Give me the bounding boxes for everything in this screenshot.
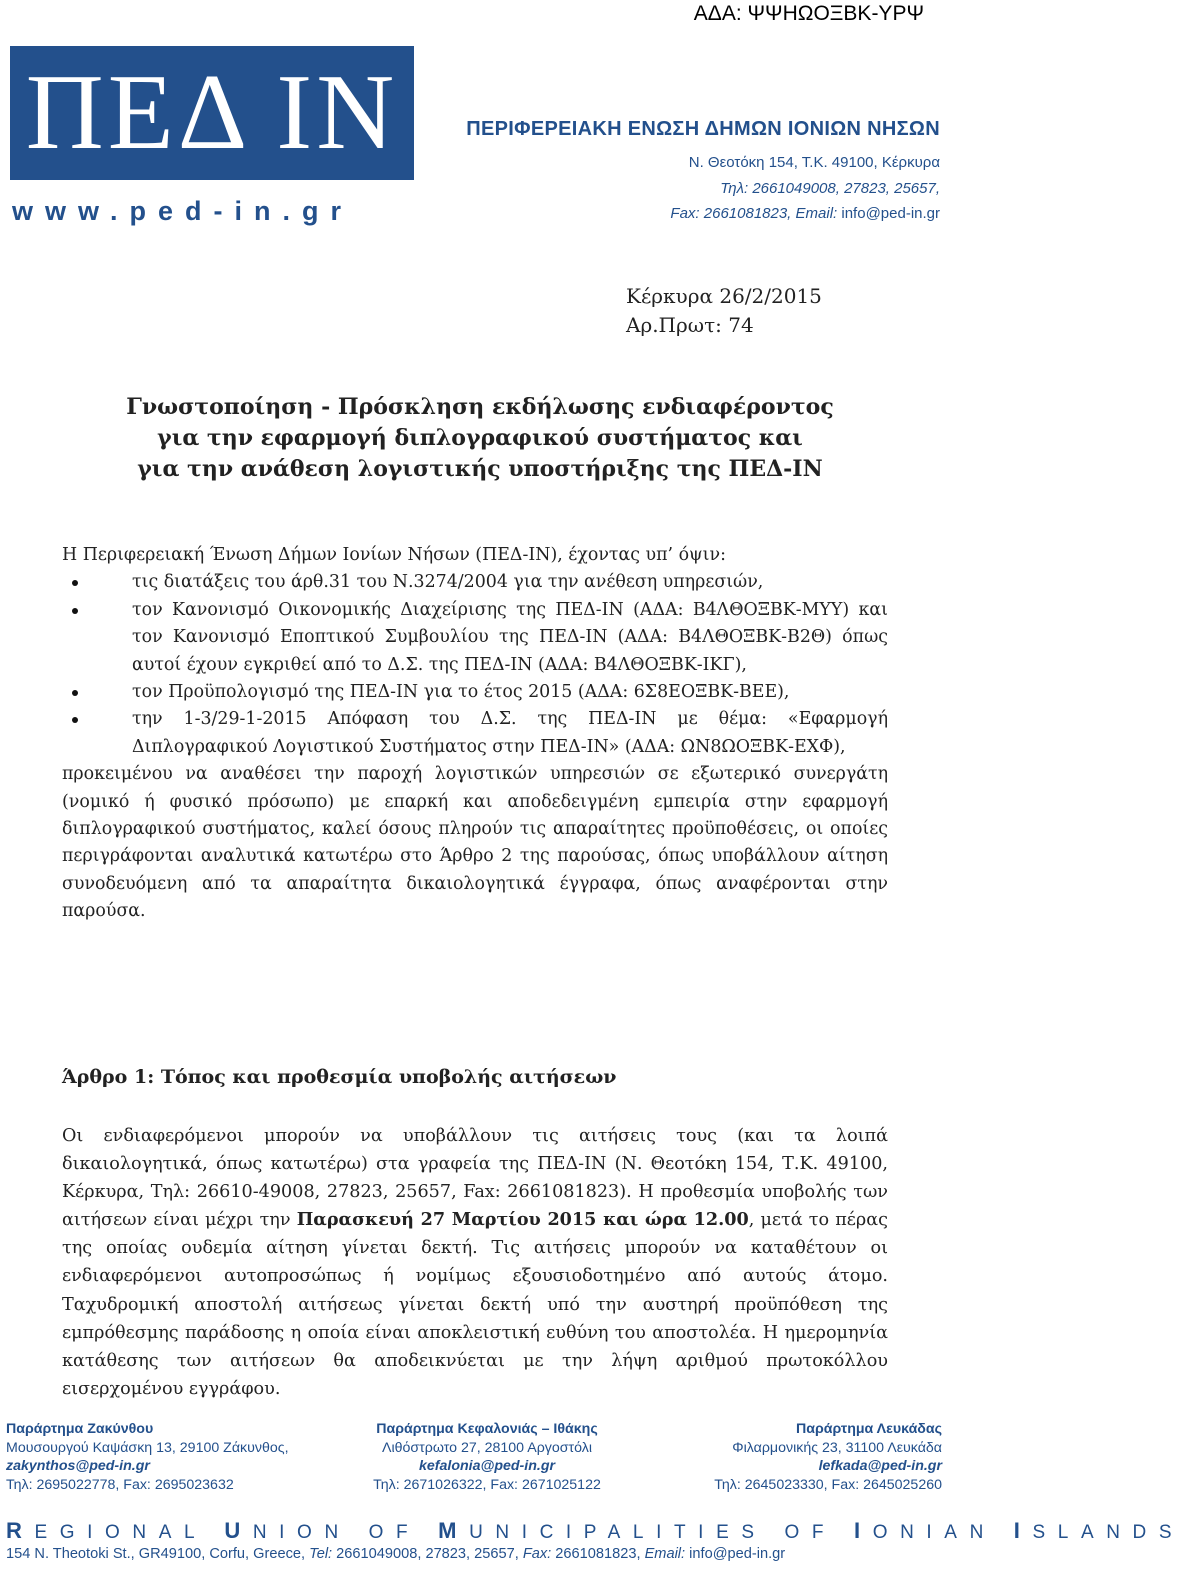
branch-address: Λιθόστρωτο 27, 28100 Αργοστόλι: [382, 1439, 592, 1456]
branch-lefkada: [714, 1420, 942, 1494]
branch-phones: Τηλ: 2671026322, Fax: 2671025122: [373, 1476, 601, 1493]
branch-address: Φιλαρμονικής 23, 31100 Λευκάδα: [732, 1439, 942, 1456]
document-title: [0, 392, 960, 485]
branch-address: Μουσουργού Καψάσκη 13, 29100 Ζάκυνθος,: [6, 1439, 289, 1456]
document-date: Κέρκυρα 26/2/2015: [626, 284, 822, 308]
branch-phones: Τηλ: 2645023330, Fax: 2645025260: [714, 1476, 942, 1493]
branch-title: Παράρτημα Ζακύνθου: [6, 1421, 154, 1437]
banner-word: UNICIPALITIES: [469, 1522, 767, 1543]
footer-address-en: [6, 1546, 785, 1562]
branch-email: zakynthos@ped-in.gr: [6, 1458, 150, 1475]
title-line: για την εφαρμογή διπλογραφικού συστήματος και: [157, 425, 803, 451]
branch-title: Παράρτημα Λευκάδας: [796, 1421, 942, 1437]
ada-code: ΑΔΑ: ΨΨΗΩΟΞΒΚ-ΥΡΨ: [693, 2, 924, 25]
branch-title: Παράρτημα Κεφαλονιάς – Ιθάκης: [376, 1421, 598, 1437]
closing-paragraph: προκειμένου να αναθέσει την παροχή λογιστικών υπηρεσιών σε εξωτερικό συνεργάτη (νομικό ή φυσικό πρόσωπο) με επαρκή και αποδεδειγμένη εμπειρία στην εφαρμογή διπλογραφικού συστήματος, καλεί όσους πληρούν τις απαραίτητες προϋποθέσεις, οι οποίες περιγράφονται αναλυτικά κατωτέρω στο Άρθρο 2 της παρούσας, όπως υποβάλλουν αίτηση συνοδευόμενη από τα απαραίτητα δικαιολογητικά έγγραφα, όπως αναφέρονται στην παρούσα.: [62, 764, 888, 922]
banner-cap: I: [1013, 1518, 1033, 1543]
fax-label: Fax:: [522, 1546, 552, 1562]
email-value: info@ped-in.gr: [837, 205, 940, 222]
branch-kefalonia: [362, 1420, 612, 1494]
list-item: τις διατάξεις του άρθ.31 του Ν.3274/2004 για την ανέθεση υπηρεσιών,: [62, 569, 888, 596]
fax-text: Fax: 2661081823,: [670, 205, 796, 222]
email-label: Email:: [795, 205, 838, 222]
title-line: Γνωστοποίηση - Πρόσκληση εκδήλωσης ενδιαφέροντος: [126, 394, 834, 420]
list-item: τον Κανονισμό Οικονομικής Διαχείρισης της ΠΕΔ-ΙΝ (ΑΔΑ: Β4ΛΘΟΞΒΚ-ΜΥΥ) και τον Κανονισμό Εποπτικού Συμβουλίου της ΠΕΔ-ΙΝ (ΑΔΑ: Β4ΛΘΟΞΒΚ-Β2Θ) όπως αυτοί έχουν εγκριθεί από το Δ.Σ. της ΠΕΔ-ΙΝ (ΑΔΑ: Β4ΛΘΟΞΒΚ-ΙΚΓ),: [62, 597, 888, 679]
organization-fax-email: [670, 205, 940, 222]
branch-zakynthos: [6, 1420, 289, 1494]
article-text: , μετά το πέρας της οποίας ουδεμία αίτηση γίνεται δεκτή. Τις αιτήσεις μπορούν να καταθέτουν οι ενδιαφερόμενοι αυτοπροσώπως ή νομίμως εξουσιοδοτημένο από αυτούς άτομο. Ταχυδρομική αποστολή αιτήσεως γίνεται δεκτή υπό την αυστηρή προϋπόθεση της εμπρόθεσμης παράδοσης η οποία είναι αποκλειστική ευθύνη του αποστολέα. Η ημερομηνία κατάθεσης των αιτήσεων θα αποδεικνύεται με την λήψη αριθμού πρωτοκόλλου εισερχομένου εγγράφου.: [62, 1210, 889, 1399]
organization-name: ΠΕΡΙΦΕΡΕΙΑΚΗ ΕΝΩΣΗ ΔΗΜΩΝ ΙΟΝΙΩΝ ΝΗΣΩΝ: [466, 118, 940, 140]
banner-word: ONIAN: [872, 1522, 996, 1543]
banner-word: SLANDS: [1032, 1522, 1184, 1543]
article-1-body: [62, 1122, 888, 1403]
banner-word: OF: [784, 1522, 837, 1543]
fax-value: 2661081823,: [551, 1546, 645, 1562]
banner-cap: M: [438, 1518, 470, 1543]
logo-website: www.ped-in.gr: [12, 196, 353, 226]
document-body: [62, 542, 888, 926]
intro-paragraph: Η Περιφερειακή Ένωση Δήμων Ιονίων Νήσων (ΠΕΔ-ΙΝ), έχοντας υπ’ όψιν:: [62, 545, 726, 565]
date-block: [626, 282, 822, 340]
article-text: Οι ενδιαφερόμενοι μπορούν να υποβάλλουν τις αιτήσεις τους (και τα λοιπά δικαιολογητικά, όπως κατωτέρω) στα γραφεία της ΠΕΔ-ΙΝ (Ν. Θεοτόκη 154, Τ.Κ. 49100, Κέρκυρα, Τηλ: 26610-49008, 27823, 25657, Fax: 2661081823). Η προθεσμία υποβολής των αιτήσεων είναι μέχρι την: [62, 1126, 888, 1231]
article-1-heading: Άρθρο 1: Τόπος και προθεσμία υποβολής αιτήσεων: [62, 1066, 617, 1088]
banner-cap: U: [224, 1518, 253, 1543]
regional-union-banner: [6, 1518, 1184, 1544]
branch-email: kefalonia@ped-in.gr: [418, 1458, 556, 1475]
logo: [10, 46, 414, 180]
email-label: Email:: [644, 1546, 686, 1562]
considerations-list: [62, 569, 888, 761]
list-item: τον Προϋπολογισμό της ΠΕΔ-ΙΝ για το έτος 2015 (ΑΔΑ: 6Σ8ΕΟΞΒΚ-ΒΕΕ),: [62, 679, 888, 706]
branch-email: lefkada@ped-in.gr: [818, 1458, 942, 1475]
tel-label: Tel:: [309, 1546, 333, 1562]
organization-address: Ν. Θεοτόκη 154, Τ.Κ. 49100, Κέρκυρα: [688, 154, 940, 171]
deadline: Παρασκευή 27 Μαρτίου 2015 και ώρα 12.00: [296, 1209, 749, 1231]
organization-phone: Τηλ: 2661049008, 27823, 25657,: [720, 180, 940, 197]
protocol-number: Αρ.Πρωτ: 74: [626, 313, 754, 337]
branch-phones: Τηλ: 2695022778, Fax: 2695023632: [6, 1476, 234, 1493]
address-text: 154 N. Theotoki St., GR49100, Corfu, Greece,: [6, 1546, 310, 1562]
email-value: info@ped-in.gr: [685, 1546, 786, 1562]
banner-word: OF: [368, 1522, 421, 1543]
tel-value: 2661049008, 27823, 25657,: [332, 1546, 523, 1562]
list-item: την 1-3/29-1-2015 Απόφαση του Δ.Σ. της ΠΕΔ-ΙΝ με θέμα: «Εφαρμογή Διπλογραφικού Λογιστικού Συστήματος στην ΠΕΔ-ΙΝ» (ΑΔΑ: ΩΝ8ΩΟΞΒΚ-ΕΧΦ),: [62, 706, 888, 761]
banner-word: NION: [252, 1522, 351, 1543]
logo-text: ΠΕΔ ΙΝ: [25, 53, 399, 172]
title-line: για την ανάθεση λογιστικής υποστήριξης της ΠΕΔ-ΙΝ: [137, 456, 823, 482]
banner-cap: R: [6, 1518, 35, 1543]
banner-word: EGIONAL: [34, 1522, 207, 1543]
banner-cap: I: [854, 1518, 873, 1543]
